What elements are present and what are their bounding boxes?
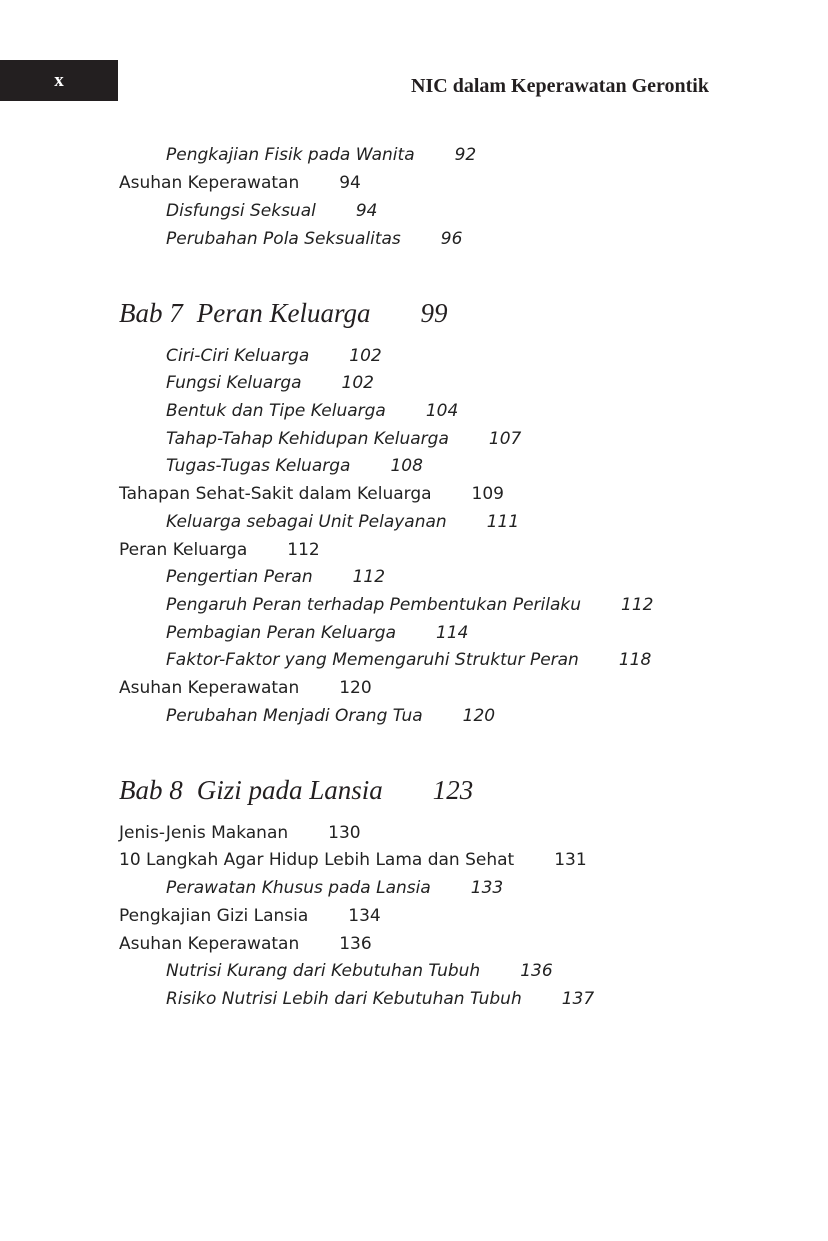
toc-entry — [119, 173, 361, 193]
toc-entry-page: 137 — [561, 989, 595, 1009]
toc-entry — [166, 456, 423, 476]
toc-entry — [166, 373, 374, 393]
toc-entry — [166, 401, 458, 421]
toc-entry-page: 109 — [471, 484, 504, 504]
toc-entry-page: 108 — [390, 456, 423, 476]
toc-entry-title: Bentuk dan Tipe Keluarga — [166, 401, 386, 421]
toc-entry-title: 10 Langkah Agar Hidup Lebih Lama dan Sehat — [119, 850, 515, 870]
toc-entry-title: Pengertian Peran — [166, 567, 313, 587]
toc-entry-title: Perubahan Pola Seksualitas — [166, 229, 401, 249]
chapter-title: Peran Keluarga — [196, 298, 371, 328]
toc-entry-title: Pengkajian Gizi Lansia — [119, 906, 309, 926]
toc-entry — [119, 678, 372, 698]
toc-entry-page: 111 — [486, 512, 520, 532]
toc-entry-title: Ciri-Ciri Keluarga — [166, 346, 310, 366]
toc-entry-page: 107 — [488, 429, 522, 449]
toc-entry — [166, 878, 503, 898]
toc-entry-title: Tugas-Tugas Keluarga — [166, 456, 351, 476]
toc-entry-page: 120 — [339, 678, 372, 698]
toc-entry-title: Nutrisi Kurang dari Kebutuhan Tubuh — [166, 961, 481, 981]
toc-entry-title: Pembagian Peran Keluarga — [166, 623, 396, 643]
toc-entry — [166, 512, 519, 532]
toc-entry — [166, 346, 382, 366]
chapter-heading — [119, 775, 473, 806]
toc-entry — [166, 201, 378, 221]
toc-entry-title: Perawatan Khusus pada Lansia — [166, 878, 431, 898]
toc-entry-page: 112 — [287, 540, 320, 560]
toc-entry-page: 120 — [462, 706, 496, 726]
toc-entry-page: 112 — [621, 595, 654, 615]
toc-entry — [119, 484, 504, 504]
toc-entry — [166, 229, 462, 249]
toc-entry-title: Jenis-Jenis Makanan — [119, 823, 289, 843]
toc-entry — [119, 906, 381, 926]
toc-entry-title: Pengkajian Fisik pada Wanita — [166, 145, 415, 165]
toc-entry-page: 136 — [339, 934, 372, 954]
toc-entry — [119, 540, 320, 560]
toc-entry-title: Peran Keluarga — [119, 540, 248, 560]
toc-entry-page: 92 — [454, 145, 477, 165]
toc-entry — [166, 595, 653, 615]
chapter-page: 123 — [432, 775, 474, 805]
chapter-title: Gizi pada Lansia — [196, 775, 383, 805]
toc-entry — [166, 650, 651, 670]
chapter-label: Bab 7 — [119, 298, 183, 328]
page-number: x — [54, 69, 64, 91]
toc-entry-title: Fungsi Keluarga — [166, 373, 302, 393]
toc-entry — [166, 961, 553, 981]
toc-entry-title: Disfungsi Seksual — [166, 201, 316, 221]
toc-entry-title: Asuhan Keperawatan — [119, 173, 300, 193]
toc-entry-page: 134 — [348, 906, 381, 926]
toc-entry-title: Asuhan Keperawatan — [119, 678, 300, 698]
toc-entry-title: Asuhan Keperawatan — [119, 934, 300, 954]
toc-entry — [166, 567, 385, 587]
toc-entry-page: 133 — [470, 878, 504, 898]
toc-entry-page: 118 — [618, 650, 652, 670]
toc-entry-page: 131 — [554, 850, 587, 870]
toc-entry-title: Perubahan Menjadi Orang Tua — [166, 706, 423, 726]
toc-entry-title: Tahap-Tahap Kehidupan Keluarga — [166, 429, 449, 449]
running-head: NIC dalam Keperawatan Gerontik — [411, 75, 709, 97]
toc-entry-title: Pengaruh Peran terhadap Pembentukan Perilaku — [166, 595, 581, 615]
toc-entry-title: Tahapan Sehat-Sakit dalam Keluarga — [119, 484, 432, 504]
chapter-heading — [119, 298, 447, 329]
toc-entry — [166, 145, 476, 165]
toc-entry-title: Faktor-Faktor yang Memengaruhi Struktur Peran — [166, 650, 579, 670]
toc-entry-title: Risiko Nutrisi Lebih dari Kebutuhan Tubuh — [166, 989, 522, 1009]
toc-entry — [166, 623, 468, 643]
toc-entry — [166, 429, 521, 449]
chapter-page: 99 — [420, 298, 448, 328]
chapter-label: Bab 8 — [119, 775, 183, 805]
toc-entry — [166, 706, 495, 726]
toc-entry-page: 136 — [520, 961, 553, 981]
page-number-tab — [0, 60, 118, 101]
toc-entry-page: 94 — [339, 173, 361, 193]
toc-entry-page: 94 — [355, 201, 378, 221]
toc-entry-page: 114 — [436, 623, 469, 643]
toc-entry-page: 112 — [352, 567, 386, 587]
toc-entry — [166, 989, 594, 1009]
toc-entry-page: 102 — [341, 373, 374, 393]
toc-entry-page: 102 — [349, 346, 382, 366]
toc-entry-page: 130 — [328, 823, 361, 843]
toc-entry — [119, 823, 361, 843]
toc-entry-page: 104 — [425, 401, 459, 421]
toc-entry — [119, 934, 372, 954]
toc-entry-page: 96 — [440, 229, 463, 249]
toc-entry-title: Keluarga sebagai Unit Pelayanan — [166, 512, 447, 532]
toc-entry — [119, 850, 587, 870]
